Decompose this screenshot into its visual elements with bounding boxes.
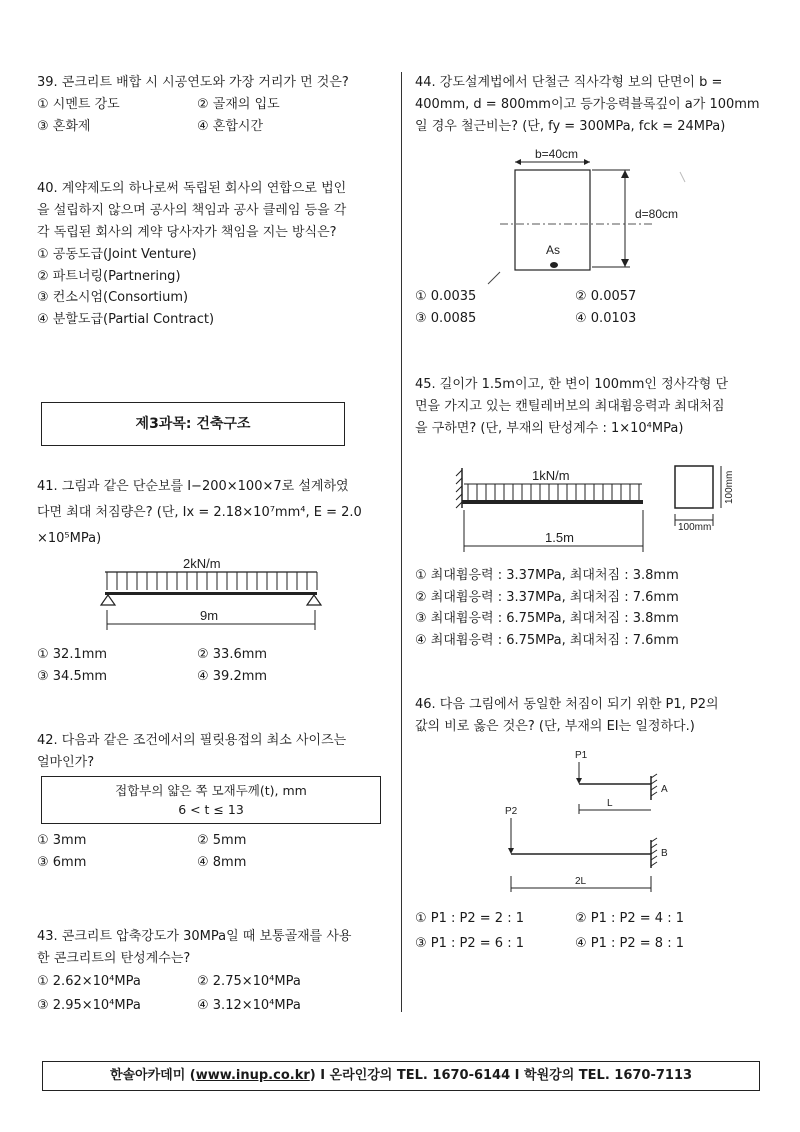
question-44 xyxy=(415,72,770,138)
option-4[interactable]: ④ 39.2mm xyxy=(197,668,268,684)
option-3[interactable]: ③ P1 : P2 = 6 : 1 xyxy=(415,936,524,951)
option-4[interactable]: ④ 3.12×10⁴MPa xyxy=(197,998,301,1013)
option-2[interactable]: ② 파트너링(Partnering) xyxy=(37,268,181,284)
option-4[interactable]: ④ 8mm xyxy=(197,854,247,870)
span-label: 9m xyxy=(200,608,219,623)
option-4[interactable]: ④ 최대휨응력 : 6.75MPa, 최대처짐 : 7.6mm xyxy=(415,632,679,648)
option-4[interactable]: ④ 혼합시간 xyxy=(197,118,264,134)
question-41-line-3: ×10⁵MPa) xyxy=(37,531,102,546)
option-4[interactable]: ④ 0.0103 xyxy=(575,310,637,326)
option-3[interactable]: ③ 6mm xyxy=(37,854,87,870)
fixed-support-a-icon xyxy=(651,774,657,800)
rebar-icon xyxy=(550,262,558,268)
condition-box xyxy=(41,776,381,824)
question-41-line-1: 41. 그림과 같은 단순보를 I−200×100×7로 설계하였 xyxy=(37,479,349,494)
p1-label: P1 xyxy=(575,750,588,761)
option-2[interactable]: ② P1 : P2 = 4 : 1 xyxy=(575,911,684,926)
section-header: 제3과목: 건축구조 xyxy=(41,402,345,446)
a-label: A xyxy=(661,784,668,795)
option-3[interactable]: ③ 0.0085 xyxy=(415,310,477,326)
l-label: L xyxy=(607,798,613,809)
question-40-line-2: 을 설립하지 않으며 공사의 책임과 공사 클레임 등을 각 xyxy=(37,203,347,218)
cantilever-figure xyxy=(450,462,750,557)
option-1[interactable]: ① 0.0035 xyxy=(415,289,477,304)
footer-contact: ) I 온라인강의 TEL. 1670-6144 I 학원강의 TEL. 1670-7113 xyxy=(309,1068,693,1083)
two-cantilever-figure xyxy=(495,748,695,898)
question-41 xyxy=(37,476,392,550)
question-44-line-1: 44. 강도설계법에서 단철근 직사각형 보의 단면이 b = xyxy=(415,75,723,90)
question-40 xyxy=(37,178,392,330)
option-2[interactable]: ② 골재의 입도 xyxy=(197,97,280,112)
question-42-line-2: 얼마인가? xyxy=(37,755,95,770)
section-height-label: 100mm xyxy=(724,470,735,504)
option-4[interactable]: ④ 분할도급(Partial Contract) xyxy=(37,311,215,327)
footer-banner xyxy=(42,1061,760,1091)
question-45-line-2: 면을 가지고 있는 캔틸레버보의 최대휨응력과 최대처짐 xyxy=(415,399,725,414)
option-3[interactable]: ③ 혼화제 xyxy=(37,118,91,134)
question-44-line-2: 400mm, d = 800mm이고 등가응력블록깊이 a가 100mm xyxy=(415,97,760,112)
option-2[interactable]: ② 2.75×10⁴MPa xyxy=(197,974,301,989)
question-46-line-2: 값의 비로 옳은 것은? (단, 부재의 EI는 일정하다.) xyxy=(415,719,695,734)
question-40-line-3: 각 독립된 회사의 계약 당사자가 책임을 지는 방식은? xyxy=(37,225,337,240)
question-45-options xyxy=(415,565,770,651)
square-section xyxy=(675,466,713,508)
option-4[interactable]: ④ P1 : P2 = 8 : 1 xyxy=(575,936,684,951)
load-label: 1kN/m xyxy=(532,468,570,483)
option-1[interactable]: ① 공동도급(Joint Venture) xyxy=(37,247,197,262)
column-divider xyxy=(401,72,402,1012)
option-2[interactable]: ② 5mm xyxy=(197,833,247,848)
question-45-line-3: 을 구하면? (단, 부재의 탄성계수 : 1×10⁴MPa) xyxy=(415,421,684,436)
roller-support-icon xyxy=(307,595,321,605)
question-43-line-2: 한 콘크리트의 탄성계수는? xyxy=(37,951,191,966)
question-45-line-1: 45. 길이가 1.5m이고, 한 변이 100mm인 정사각형 단 xyxy=(415,377,729,392)
question-44-line-3: 일 경우 철근비는? (단, fy = 300MPa, fck = 24MPa) xyxy=(415,119,726,134)
question-46-line-1: 46. 다음 그림에서 동일한 처짐이 되기 위한 P1, P2의 xyxy=(415,697,719,712)
option-3[interactable]: ③ 34.5mm xyxy=(37,668,108,684)
question-41-options xyxy=(37,644,392,687)
pin-support-icon xyxy=(101,595,115,605)
footer-academy: 한솔아카데미 ( xyxy=(109,1068,196,1083)
2l-label: 2L xyxy=(575,876,587,887)
option-3[interactable]: ③ 2.95×10⁴MPa xyxy=(37,998,141,1013)
section-width-label: 100mm xyxy=(678,522,712,533)
option-2[interactable]: ② 0.0057 xyxy=(575,289,637,304)
option-1[interactable]: ① 32.1mm xyxy=(37,647,108,662)
b-label: B xyxy=(661,848,668,859)
beam-section-figure xyxy=(480,142,700,287)
option-2[interactable]: ② 33.6mm xyxy=(197,647,268,662)
question-41-line-2: 다면 최대 처짐량은? (단, Ix = 2.18×10⁷mm⁴, E = 2.0 xyxy=(37,505,362,520)
question-45 xyxy=(415,374,770,440)
question-46 xyxy=(415,694,770,738)
question-43-line-1: 43. 콘크리트 압축강도가 30MPa일 때 보통골재를 사용 xyxy=(37,929,352,944)
question-44-options xyxy=(415,286,770,329)
option-1[interactable]: ① P1 : P2 = 2 : 1 xyxy=(415,911,524,926)
option-1[interactable]: ① 2.62×10⁴MPa xyxy=(37,974,141,989)
fixed-support-icon xyxy=(456,468,462,508)
question-40-line-1: 40. 계약제도의 하나로써 독립된 회사의 연합으로 법인 xyxy=(37,181,347,196)
question-39 xyxy=(37,72,392,137)
simple-beam-figure xyxy=(95,552,335,642)
option-1[interactable]: ① 시멘트 강도 xyxy=(37,97,120,112)
width-label: b=40cm xyxy=(535,147,579,161)
distributed-load-arrows xyxy=(107,572,317,590)
option-2[interactable]: ② 최대휨응력 : 3.37MPa, 최대처짐 : 7.6mm xyxy=(415,589,679,605)
question-39-options xyxy=(37,94,392,137)
condition-line-1: 접합부의 얇은 쪽 모재두께(t), mm xyxy=(115,783,307,798)
fixed-support-b-icon xyxy=(651,838,657,868)
option-3[interactable]: ③ 최대휨응력 : 6.75MPa, 최대처짐 : 3.8mm xyxy=(415,611,679,626)
depth-label: d=80cm xyxy=(635,207,679,221)
question-39-text: 39. 콘크리트 배합 시 시공연도와 가장 거리가 먼 것은? xyxy=(37,75,349,90)
option-3[interactable]: ③ 컨소시엄(Consortium) xyxy=(37,290,189,305)
question-43 xyxy=(37,926,392,1018)
option-1[interactable]: ① 최대휨응력 : 3.37MPa, 최대처짐 : 3.8mm xyxy=(415,568,679,583)
option-1[interactable]: ① 3mm xyxy=(37,833,87,848)
as-label: As xyxy=(546,243,561,257)
load-label: 2kN/m xyxy=(183,556,221,571)
question-42-line-1: 42. 다음과 같은 조건에서의 필릿용접의 최소 사이즈는 xyxy=(37,733,347,748)
footer-url-link[interactable]: www.inup.co.kr xyxy=(195,1068,310,1083)
condition-line-2: 6 < t ≤ 13 xyxy=(178,802,244,817)
question-46-options xyxy=(415,906,770,956)
question-42 xyxy=(37,730,392,873)
p2-label: P2 xyxy=(505,806,518,817)
span-label: 1.5m xyxy=(545,530,574,545)
